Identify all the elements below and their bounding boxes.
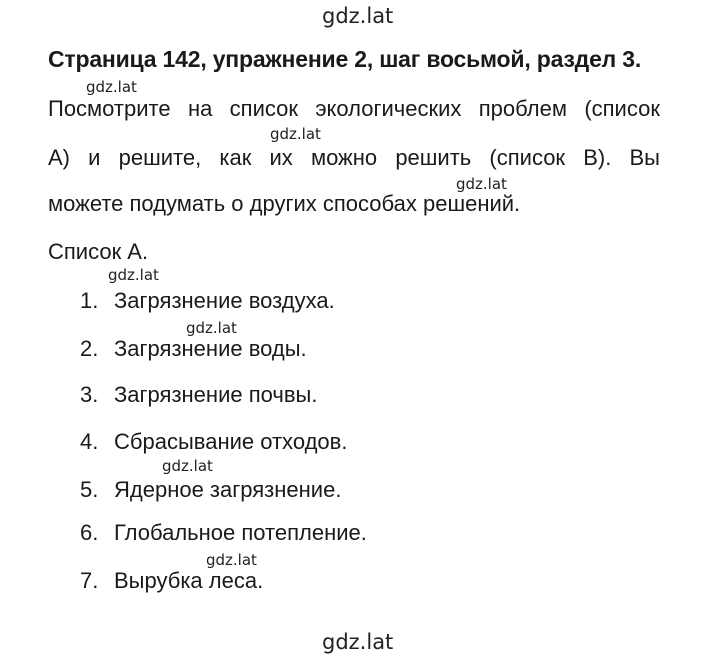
list-item-text: Загрязнение воздуха. [114, 288, 335, 313]
list-item-text: Сбрасывание отходов. [114, 429, 348, 454]
watermark: gdz.lat [108, 266, 159, 284]
list-heading: Список А. [48, 239, 149, 264]
list-item-number: 4. [80, 429, 99, 454]
instruction-word: Посмотрите [48, 96, 171, 121]
watermark: gdz.lat [206, 551, 257, 569]
instruction-word: (список [489, 145, 566, 170]
instruction-word: и [88, 145, 101, 170]
list-item-number: 3. [80, 382, 99, 407]
instruction-word: В). [583, 145, 612, 170]
list-item-number: 6. [80, 520, 99, 545]
watermark-top: gdz.lat [322, 4, 394, 28]
instruction-word: А) [48, 145, 70, 170]
instruction-word: на [187, 96, 213, 121]
watermark-bottom: gdz.lat [322, 630, 394, 654]
instruction-word: экологических [315, 96, 462, 121]
list-item-text: Вырубка леса. [114, 568, 264, 593]
page-title: Страница 142, упражнение 2, шаг восьмой, раздел 3. [48, 46, 642, 72]
instruction-line-1 [48, 98, 660, 120]
instruction-word: их [269, 145, 293, 170]
list-item [80, 429, 347, 455]
list-item-number: 1. [80, 288, 99, 313]
watermark: gdz.lat [186, 319, 237, 337]
list-item-text: Загрязнение воды. [114, 336, 307, 361]
list-item [80, 568, 263, 594]
list-item [80, 336, 307, 362]
instruction-word: проблем [478, 96, 567, 121]
watermark: gdz.lat [456, 175, 507, 193]
list-item-number: 2. [80, 336, 99, 361]
instruction-word: решить [395, 145, 472, 170]
watermark: gdz.lat [86, 78, 137, 96]
list-item-number: 5. [80, 477, 99, 502]
watermark: gdz.lat [162, 457, 213, 475]
instruction-word: решите, [118, 145, 202, 170]
instruction-line-3: можете подумать о других способах решений. [48, 191, 521, 216]
instruction-word: список [229, 96, 298, 121]
instruction-word: можно [310, 145, 378, 170]
list-item-text: Ядерное загрязнение. [114, 477, 342, 502]
list-item [80, 520, 367, 546]
watermark: gdz.lat [270, 125, 321, 143]
list-item-number: 7. [80, 568, 99, 593]
instruction-word: как [219, 145, 252, 170]
instruction-word: (список [584, 96, 660, 121]
list-item-text: Глобальное потепление. [114, 520, 367, 545]
list-item [80, 477, 341, 503]
list-item-text: Загрязнение почвы. [114, 382, 318, 407]
list-item [80, 288, 335, 314]
list-item [80, 382, 317, 408]
instruction-line-2 [48, 147, 660, 169]
instruction-word: Вы [629, 145, 660, 170]
